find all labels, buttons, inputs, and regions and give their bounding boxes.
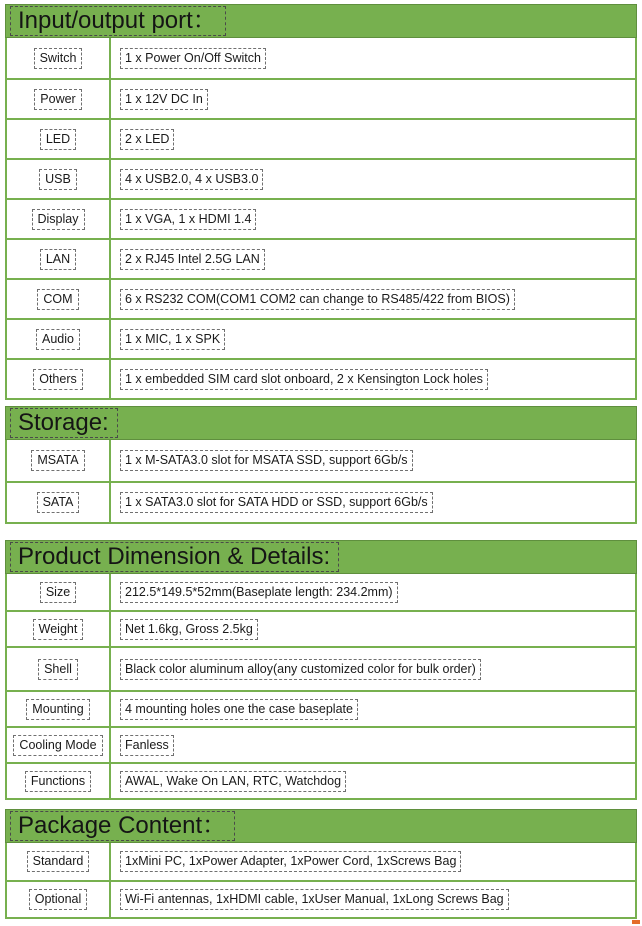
spec-row-lan [7, 238, 635, 278]
io-port-header [5, 4, 637, 38]
package-header [5, 809, 637, 843]
spec-label: SATA [37, 492, 80, 513]
spec-value: 4 mounting holes one the case baseplate [120, 699, 358, 720]
spec-row-switch [7, 38, 635, 78]
spec-label: Mounting [26, 699, 89, 720]
spec-label: LAN [40, 249, 76, 270]
spec-label: COM [37, 289, 78, 310]
spec-value: 1 x Power On/Off Switch [120, 48, 266, 69]
spec-row-optional [7, 880, 635, 917]
dimension-table [5, 574, 637, 800]
package-section [5, 809, 637, 919]
spec-label: Display [32, 209, 85, 230]
dimension-header [5, 540, 637, 574]
spec-label: Power [34, 89, 81, 110]
dimension-section [5, 540, 637, 800]
spec-label: Size [40, 582, 76, 603]
spec-value: Black color aluminum alloy(any customized color for bulk order) [120, 659, 481, 680]
spec-label: Weight [33, 619, 84, 640]
spec-row-msata [7, 440, 635, 481]
spec-label: Standard [27, 851, 90, 872]
spec-label: USB [39, 169, 77, 190]
spec-value: 212.5*149.5*52mm(Baseplate length: 234.2mm) [120, 582, 398, 603]
io-port-section [5, 4, 637, 400]
spec-row-cooling [7, 726, 635, 762]
spec-value: 1 x MIC, 1 x SPK [120, 329, 225, 350]
storage-section [5, 406, 637, 524]
spec-value: 1 x VGA, 1 x HDMI 1.4 [120, 209, 256, 230]
spec-value: 2 x LED [120, 129, 174, 150]
spec-value: 1xMini PC, 1xPower Adapter, 1xPower Cord, 1xScrews Bag [120, 851, 461, 872]
spec-row-usb [7, 158, 635, 198]
spec-value: Wi-Fi antennas, 1xHDMI cable, 1xUser Manual, 1xLong Screws Bag [120, 889, 509, 910]
spec-value: 1 x 12V DC In [120, 89, 208, 110]
spec-row-weight [7, 610, 635, 646]
spec-row-size [7, 574, 635, 610]
corner-accent-mark [632, 920, 640, 924]
spec-value: 6 x RS232 COM(COM1 COM2 can change to RS485/422 from BIOS) [120, 289, 515, 310]
spec-value: 2 x RJ45 Intel 2.5G LAN [120, 249, 265, 270]
spec-value: 4 x USB2.0, 4 x USB3.0 [120, 169, 263, 190]
spec-value: 1 x embedded SIM card slot onboard, 2 x Kensington Lock holes [120, 369, 488, 390]
spec-value: 1 x SATA3.0 slot for SATA HDD or SSD, support 6Gb/s [120, 492, 433, 513]
spec-row-com [7, 278, 635, 318]
spec-row-sata [7, 481, 635, 522]
package-table [5, 843, 637, 919]
spec-value: 1 x M-SATA3.0 slot for MSATA SSD, support 6Gb/s [120, 450, 413, 471]
spec-label: Optional [29, 889, 88, 910]
storage-title: Storage: [10, 408, 118, 438]
spec-row-others [7, 358, 635, 398]
spec-value: Fanless [120, 735, 174, 756]
io-port-title: Input/output port： [10, 6, 226, 36]
spec-row-functions [7, 762, 635, 798]
spec-row-led [7, 118, 635, 158]
spec-label: Switch [34, 48, 83, 69]
spec-row-standard [7, 843, 635, 880]
spec-row-display [7, 198, 635, 238]
spec-value: Net 1.6kg, Gross 2.5kg [120, 619, 258, 640]
spec-value: AWAL, Wake On LAN, RTC, Watchdog [120, 771, 346, 792]
spec-label: Functions [25, 771, 91, 792]
spec-label: Audio [36, 329, 80, 350]
spec-row-audio [7, 318, 635, 358]
package-title: Package Content： [10, 811, 235, 841]
spec-row-power [7, 78, 635, 118]
spec-label: Shell [38, 659, 78, 680]
spec-label: Cooling Mode [13, 735, 102, 756]
spec-row-mounting [7, 690, 635, 726]
spec-label: LED [40, 129, 76, 150]
spec-row-shell [7, 646, 635, 690]
storage-table [5, 440, 637, 524]
storage-header [5, 406, 637, 440]
io-port-table [5, 38, 637, 400]
spec-label: Others [33, 369, 83, 390]
dimension-title: Product Dimension & Details: [10, 542, 339, 572]
spec-label: MSATA [31, 450, 84, 471]
